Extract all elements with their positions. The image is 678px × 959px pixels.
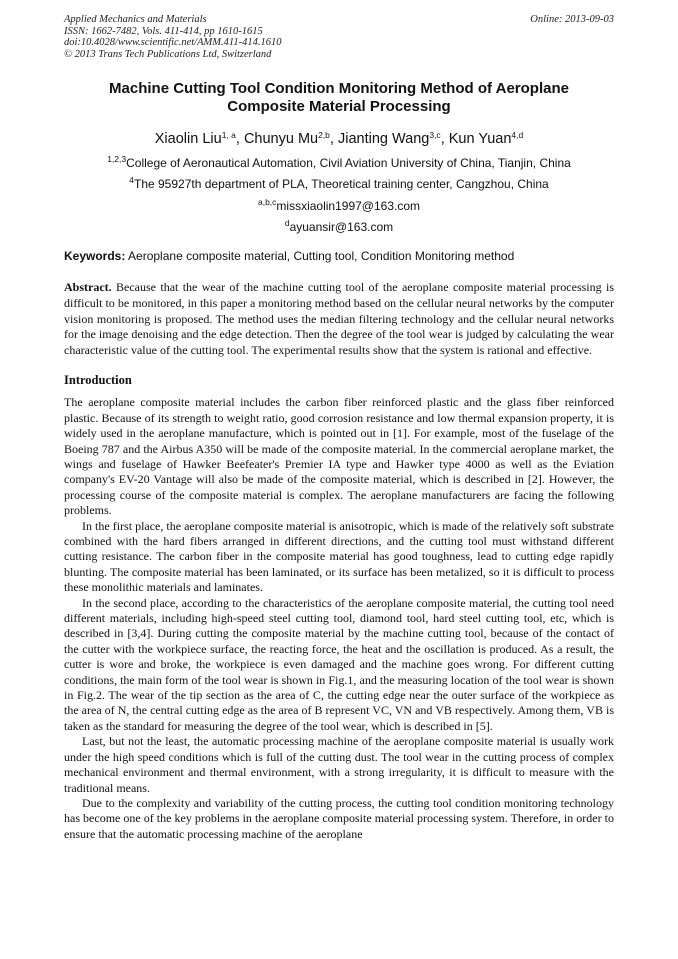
paper-page	[64, 14, 614, 842]
author-sup: 1, a	[221, 130, 236, 141]
paper-title	[64, 80, 614, 116]
online-date: Online: 2013-09-03	[530, 14, 614, 25]
title-line-2: Composite Material Processing	[227, 98, 451, 116]
keywords-label: Keywords:	[64, 249, 126, 264]
keywords	[64, 249, 614, 263]
author-sup: 2,b	[318, 130, 330, 141]
author-name: Jianting Wang	[337, 131, 430, 148]
affiliation-1	[64, 153, 614, 170]
paragraph: In the second place, according to the characteristics of the aeroplane composite material, the cutting tool need different materials, including high-speed steel cutting tool, diamond tool, hard steel cutting tool, etc, which is described in [3,4]. During cutting the composite material by the machine cutting tool, because of the contact of the cutter with the workpiece surface, the reacting force, the heat and the oscillation is produced. As a result, the cutter is wore and broke, the workpiece is even damaged and the machine goes wrong. For different cutting conditions, the main form of the tool wear is shown in Fig.1, and the measuring location of the tool wear is shown in Fig.2. The wear of the tip section as the area of C, the cutting edge near the outer surface of the workpiece as the area of N, the central cutting edge as the area of B represent VC, VN and VB respectively. Among them, VB is taken as the standard for measuring the degree of the tool wear, which is described in [5].	[64, 595, 614, 733]
author-sup: 3,c	[429, 130, 441, 141]
copyright-line: © 2013 Trans Tech Publications Ltd, Switzerland	[64, 48, 272, 60]
paragraph: In the first place, the aeroplane composite material is anisotropic, which is made of the relatively soft substrate combined with the hard fibers arranged in different directions, and the cutting tool must withstand different cutting resistance. The carbon fiber in the composite material has good toughness, lead to cutting edge rapidly blunting. The composite material has been laminated, or its surface has been metalized, so it is difficult to process these monolithic materials and laminates.	[64, 518, 614, 595]
author-name: Chunyu Mu	[243, 131, 319, 148]
abstract-text: Because that the wear of the machine cutting tool of the aeroplane composite material processing is difficult to be monitored, in this paper a monitoring method based on the cellular neural networks by the computer vision monitoring is proposed. The method uses the median filtering technology and the cellular neural networks for the image denoising and the edge detection. Then the degree of the tool wear is judged by calculating the wear characteristic value of the cutting tool. The experimental results show that the system is rational and effective.	[64, 280, 614, 357]
email-text: ayuansir@163.com	[289, 220, 394, 235]
email-text: missxiaolin1997@163.com	[276, 198, 421, 213]
keywords-text: Aeroplane composite material, Cutting tool, Condition Monitoring method	[125, 249, 515, 264]
affiliation-sup: 1,2,3	[107, 153, 127, 164]
email-sup: a,b,c	[257, 196, 277, 207]
journal-header	[64, 14, 614, 60]
introduction-body	[64, 395, 614, 842]
affiliation-text: The 95927th department of PLA, Theoretical training center, Cangzhou, China	[134, 177, 549, 192]
paragraph: Due to the complexity and variability of the cutting process, the cutting tool condition monitoring technology has become one of the key problems in the aeroplane composite material processing system. Therefore, in order to ensure that the automatic processing machine of the aeroplane	[64, 795, 614, 841]
paragraph: The aeroplane composite material includes the carbon fiber reinforced plastic and the glass fiber reinforced plastic. Because of its strength to weight ratio, good corrosion resistance and low thermal expansion property, it is widely used in the aeroplane manufacture, which is pointed out in [1]. For example, most of the fuselage of the Boeing 787 and the Airbus A350 will be made of the composite material. In the commercial aeroplane market, the wings and fuselage of Hawker Beefeater's Premier IA type and Hawker type 4000 as well as the Eviation company's EV-20 Vantage will also be made of the composite material, which is described in [2]. However, the processing course of the composite material is complex. The aeroplane manufacturers are facing the following problems.	[64, 395, 614, 518]
author-name: Kun Yuan	[448, 131, 512, 148]
email-sup: d	[284, 218, 290, 229]
title-line-1: Machine Cutting Tool Condition Monitoring Method of Aeroplane	[109, 80, 569, 98]
affiliation-text: College of Aeronautical Automation, Civil Aviation University of China, Tianjin, China	[126, 155, 571, 170]
abstract	[64, 280, 614, 358]
author-name: Xiaolin Liu	[154, 131, 222, 148]
issn-line: ISSN: 1662-7482, Vols. 411-414, pp 1610-1615	[64, 25, 263, 37]
affiliation-sup: 4	[129, 175, 134, 186]
doi-line: doi:10.4028/www.scientific.net/AMM.411-414.1610	[64, 37, 282, 49]
author-sep: ,	[440, 131, 449, 148]
author-sup: 4,d	[511, 130, 524, 141]
section-heading-introduction: Introduction	[64, 373, 132, 388]
journal-name: Applied Mechanics and Materials	[64, 14, 207, 25]
author-sep: ,	[235, 131, 244, 148]
paragraph: Last, but not the least, the automatic processing machine of the aeroplane composite material is usually work under the high speed conditions which is full of the cutting dust. The tool wear in the cutting process of complex mechanical environment and thermal environment, with a strong irregularity, it is difficult to measure with the traditional means.	[64, 734, 614, 795]
abstract-label: Abstract.	[64, 280, 112, 295]
email-1	[64, 196, 614, 213]
email-2	[64, 220, 614, 234]
affiliation-2	[64, 177, 614, 191]
author-sep: ,	[329, 131, 338, 148]
author-list	[64, 130, 614, 148]
